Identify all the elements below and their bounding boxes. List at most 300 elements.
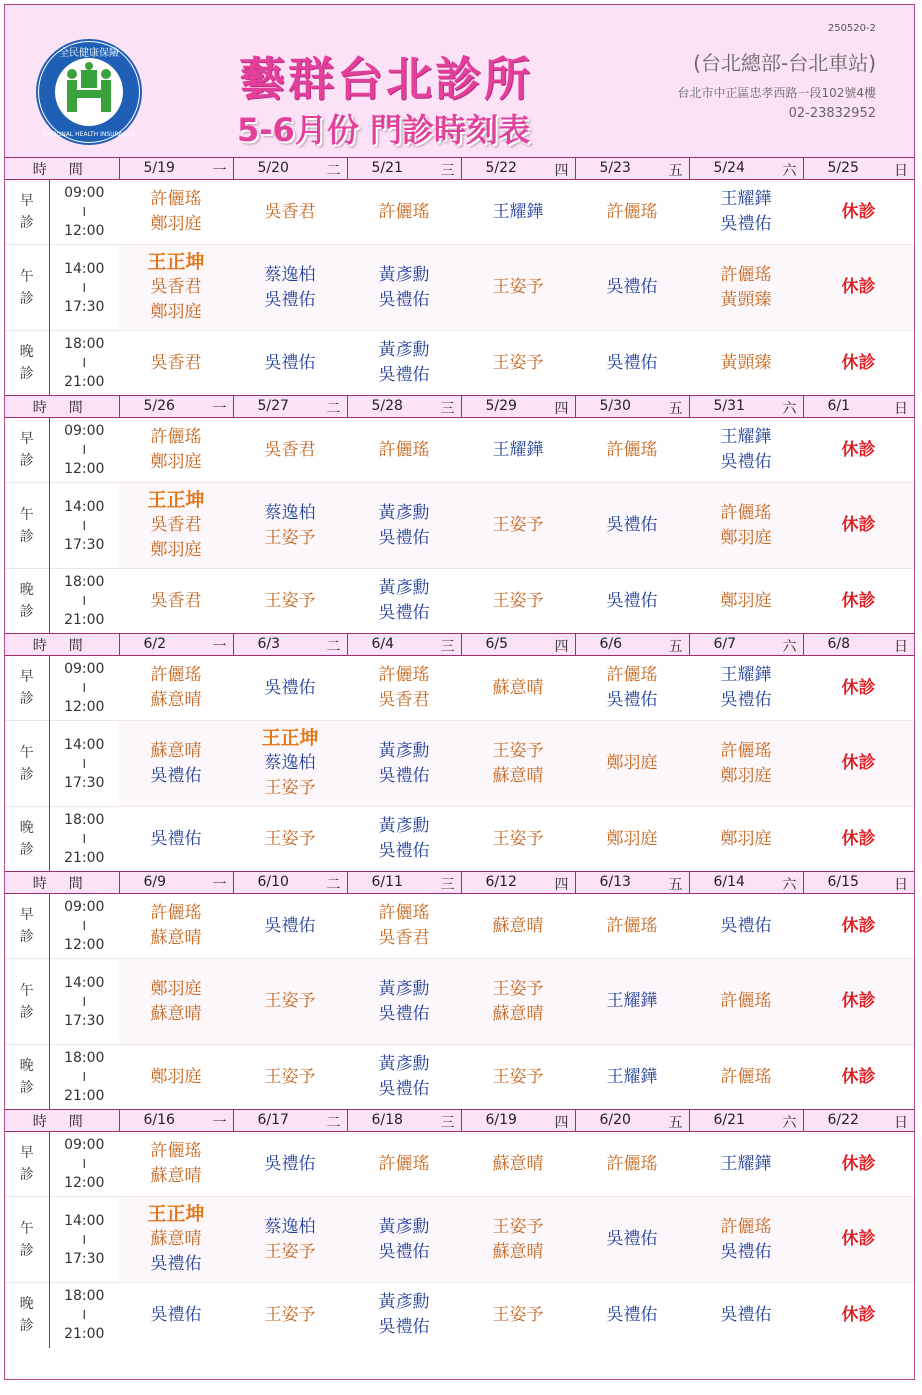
slot-time-end: 17:30 — [64, 774, 105, 791]
slot-time-start: 09:00 — [64, 185, 105, 201]
time-header: 時間 — [5, 872, 119, 894]
doctor-name: 王耀鏵 — [492, 439, 544, 460]
day-weekday: 二 — [326, 401, 341, 417]
closed-label: 休診 — [841, 277, 876, 297]
slot-time — [49, 180, 119, 245]
doctor-name: 許儷瑤 — [606, 1153, 658, 1174]
closed-label: 休診 — [841, 828, 876, 849]
day-date: 6/6 — [599, 636, 623, 652]
day-weekday: 日 — [894, 1115, 908, 1131]
slot-row — [5, 245, 914, 331]
doctor-cell — [119, 1283, 233, 1348]
day-weekday: 五 — [668, 401, 683, 417]
doctor-name: 王姿予 — [492, 515, 544, 535]
day-weekday: 六 — [782, 1115, 797, 1131]
doctor-name: 許儷瑤 — [720, 740, 772, 761]
branch-name: (台北總部-台北車站) — [693, 51, 876, 75]
slot-time-sep: I — [82, 832, 87, 846]
slot-name-char: 診 — [19, 1242, 34, 1259]
doctor-name: 鄭羽庭 — [720, 828, 772, 849]
doctor-cell — [119, 483, 233, 569]
doctor-name: 許儷瑤 — [378, 665, 430, 685]
slot-name-char: 診 — [19, 929, 34, 945]
day-weekday: 日 — [894, 639, 908, 655]
slot-name-char: 早 — [19, 907, 34, 923]
doctor-name: 吳香君 — [264, 439, 316, 460]
week-header-row — [5, 634, 914, 656]
doctor-name: 吳香君 — [150, 352, 202, 373]
doctor-name: 許儷瑤 — [606, 439, 658, 460]
day-header — [347, 158, 461, 180]
slot-time-sep: I — [82, 756, 87, 771]
day-header — [461, 396, 575, 418]
doctor-name: 鄭羽庭 — [150, 540, 202, 560]
day-date: 5/23 — [599, 160, 631, 176]
doctor-cell — [461, 1197, 575, 1283]
day-weekday: 六 — [782, 401, 797, 417]
slot-name — [5, 807, 49, 872]
slot-time-end: 12:00 — [64, 937, 105, 953]
doctor-name: 吳禮佑 — [720, 690, 772, 710]
day-date: 6/15 — [827, 874, 859, 890]
slot-time — [49, 807, 119, 872]
day-header — [347, 634, 461, 656]
doctor-cell — [461, 180, 575, 245]
doctor-cell — [461, 656, 575, 721]
doctor-name: 許儷瑤 — [378, 1153, 430, 1174]
slot-name-char: 午 — [19, 1220, 34, 1237]
slot-time-end: 21:00 — [64, 850, 105, 866]
slot-time-start: 18:00 — [64, 1288, 105, 1305]
doctor-cell — [689, 959, 803, 1045]
doctor-cell — [461, 807, 575, 872]
day-date: 5/31 — [713, 398, 745, 414]
doctor-name: 許儷瑤 — [150, 903, 202, 923]
doctor-cell — [119, 1197, 233, 1283]
doctor-cell — [803, 418, 914, 483]
doctor-name: 王姿予 — [492, 1066, 544, 1087]
day-header — [689, 1110, 803, 1132]
day-weekday: 三 — [440, 401, 455, 417]
document-code: 250520-2 — [827, 23, 876, 34]
slot-name-char: 診 — [19, 290, 34, 307]
slot-time-sep: I — [82, 518, 87, 533]
schedule-table — [5, 157, 914, 1348]
doctor-cell — [233, 656, 347, 721]
slot-name — [5, 180, 49, 245]
doctor-name: 鄭羽庭 — [720, 590, 772, 611]
day-date: 6/18 — [371, 1112, 403, 1128]
slot-name-char: 午 — [19, 506, 34, 523]
day-weekday: 二 — [326, 877, 341, 893]
doctor-cell — [803, 1197, 914, 1283]
doctor-name: 許儷瑤 — [720, 1216, 772, 1237]
doctor-cell — [689, 1197, 803, 1283]
doctor-name: 王姿予 — [492, 740, 544, 761]
doctor-name: 鄭羽庭 — [606, 828, 658, 849]
day-weekday: 日 — [894, 163, 908, 179]
doctor-cell — [689, 1132, 803, 1197]
doctor-cell — [461, 245, 575, 331]
doctor-name: 許儷瑤 — [606, 665, 658, 685]
doctor-name: 許儷瑤 — [378, 439, 430, 460]
doctor-cell — [803, 894, 914, 959]
doctor-cell — [347, 894, 461, 959]
slot-row — [5, 807, 914, 872]
doctor-name: 蘇意晴 — [492, 1003, 544, 1024]
slot-time — [49, 245, 119, 331]
doctor-cell — [347, 418, 461, 483]
doctor-name: 王正坤 — [261, 727, 319, 749]
day-weekday: 四 — [554, 1115, 569, 1131]
slot-row — [5, 959, 914, 1045]
doctor-name: 蘇意晴 — [150, 928, 202, 948]
doctor-name: 蘇意晴 — [150, 1003, 202, 1024]
day-header — [461, 1110, 575, 1132]
day-date: 6/3 — [257, 636, 281, 652]
slot-row — [5, 1283, 914, 1348]
day-date: 6/9 — [143, 874, 167, 890]
slot-time-start: 14:00 — [64, 498, 105, 515]
slot-time-sep: I — [82, 994, 87, 1009]
slot-name-char: 晚 — [19, 1296, 34, 1313]
doctor-name: 吳禮佑 — [264, 352, 316, 373]
doctor-name: 吳禮佑 — [264, 289, 316, 310]
doctor-name: 吳禮佑 — [720, 1241, 772, 1262]
closed-label: 休診 — [841, 439, 876, 460]
day-date: 5/30 — [599, 398, 631, 414]
doctor-name: 吳香君 — [150, 590, 202, 611]
doctor-name: 許儷瑤 — [720, 1066, 772, 1087]
time-header: 時間 — [5, 158, 119, 180]
day-header — [803, 158, 914, 180]
slot-time-start: 18:00 — [64, 336, 105, 352]
slot-name-char: 晚 — [19, 582, 34, 598]
doctor-cell — [461, 331, 575, 396]
doctor-name: 吳禮佑 — [378, 289, 430, 310]
doctor-cell — [575, 807, 689, 872]
doctor-cell — [689, 894, 803, 959]
doctor-cell — [233, 180, 347, 245]
slot-row — [5, 1045, 914, 1110]
doctor-cell — [233, 1197, 347, 1283]
doctor-name: 吳禮佑 — [606, 1304, 658, 1325]
doctor-cell — [689, 245, 803, 331]
slot-name-char: 診 — [19, 1318, 34, 1335]
doctor-cell — [803, 1045, 914, 1110]
day-weekday: 三 — [440, 877, 455, 893]
doctor-cell — [803, 807, 914, 872]
slot-row — [5, 656, 914, 721]
doctor-name: 蘇意晴 — [492, 915, 544, 936]
slot-time-end: 17:30 — [64, 536, 105, 553]
doctor-name: 吳禮佑 — [720, 452, 772, 472]
doctor-cell — [347, 331, 461, 396]
doctor-cell — [347, 656, 461, 721]
doctor-name: 蔡逸柏 — [264, 753, 316, 773]
closed-label: 休診 — [841, 590, 876, 611]
slot-time-start: 18:00 — [64, 812, 105, 828]
closed-label: 休診 — [841, 1153, 876, 1174]
doctor-cell — [689, 656, 803, 721]
doctor-name: 許儷瑤 — [720, 991, 772, 1011]
doctor-cell — [461, 721, 575, 807]
day-date: 6/2 — [143, 636, 167, 652]
slot-name-char: 診 — [19, 528, 34, 545]
doctor-cell — [233, 959, 347, 1045]
doctor-cell — [575, 418, 689, 483]
day-weekday: 日 — [894, 401, 908, 417]
slot-time-end: 17:30 — [64, 1012, 105, 1029]
slot-time — [49, 1132, 119, 1197]
doctor-cell — [689, 483, 803, 569]
doctor-cell — [803, 569, 914, 634]
slot-time — [49, 959, 119, 1045]
week-header-row — [5, 1110, 914, 1132]
slot-time — [49, 569, 119, 634]
doctor-cell — [575, 894, 689, 959]
day-weekday: 三 — [440, 163, 455, 179]
doctor-cell — [347, 569, 461, 634]
doctor-cell — [575, 656, 689, 721]
day-header — [119, 634, 233, 656]
doctor-name: 蘇意晴 — [150, 1229, 202, 1249]
slot-name-char: 診 — [19, 215, 34, 231]
day-header — [575, 872, 689, 894]
slot-time-sep: I — [82, 594, 87, 608]
day-weekday: 一 — [212, 877, 227, 893]
slot-name — [5, 1283, 49, 1348]
day-header — [803, 634, 914, 656]
day-weekday: 二 — [326, 639, 341, 655]
day-date: 5/20 — [257, 160, 289, 176]
slot-name-char: 晚 — [19, 1058, 34, 1074]
day-weekday: 五 — [668, 163, 683, 179]
doctor-name: 王姿予 — [264, 828, 316, 849]
doctor-cell — [461, 894, 575, 959]
doctor-cell — [119, 807, 233, 872]
slot-time-start: 14:00 — [64, 1212, 105, 1229]
svg-text:全民健康保險: 全民健康保險 — [59, 48, 119, 59]
doctor-name: 許儷瑤 — [150, 427, 202, 447]
doctor-name: 黃彥勳 — [378, 578, 430, 598]
slot-time-sep: I — [82, 681, 87, 695]
doctor-cell — [575, 1197, 689, 1283]
slot-row — [5, 569, 914, 634]
doctor-name: 吳禮佑 — [606, 352, 658, 373]
slot-row — [5, 180, 914, 245]
day-weekday: 三 — [440, 639, 455, 655]
doctor-name: 鄭羽庭 — [150, 978, 202, 999]
slot-time-sep: I — [82, 1157, 87, 1171]
slot-time — [49, 331, 119, 396]
day-header — [119, 396, 233, 418]
doctor-cell — [803, 1132, 914, 1197]
doctor-name: 王姿予 — [264, 778, 316, 798]
slot-name-char: 診 — [19, 691, 34, 707]
day-date: 6/10 — [257, 874, 289, 890]
doctor-name: 許儷瑤 — [378, 903, 430, 923]
slot-name-char: 診 — [19, 766, 34, 783]
day-header — [689, 158, 803, 180]
doctor-cell — [461, 418, 575, 483]
doctor-cell — [233, 569, 347, 634]
doctor-cell — [689, 721, 803, 807]
doctor-name: 黃彥勳 — [378, 816, 430, 836]
slot-name-char: 診 — [19, 1080, 34, 1096]
day-weekday: 五 — [668, 877, 683, 893]
doctor-name: 王姿予 — [264, 991, 316, 1011]
slot-time-start: 18:00 — [64, 1050, 105, 1066]
doctor-cell — [347, 483, 461, 569]
doctor-name: 吳禮佑 — [606, 590, 658, 611]
slot-name-char: 早 — [19, 669, 34, 685]
slot-time — [49, 483, 119, 569]
time-header: 時間 — [5, 396, 119, 418]
doctor-name: 吳禮佑 — [378, 1079, 430, 1099]
doctor-name: 鄭羽庭 — [150, 302, 202, 322]
doctor-cell — [347, 1283, 461, 1348]
day-weekday: 六 — [782, 639, 797, 655]
doctor-name: 吳禮佑 — [264, 1153, 316, 1174]
doctor-cell — [803, 721, 914, 807]
slot-name — [5, 1197, 49, 1283]
doctor-name: 許儷瑤 — [150, 189, 202, 209]
doctor-name: 黃彥勳 — [378, 1216, 430, 1237]
slot-time-end: 12:00 — [64, 223, 105, 239]
slot-name-char: 診 — [19, 453, 34, 469]
day-header — [689, 634, 803, 656]
doctor-cell — [347, 1197, 461, 1283]
doctor-name: 黃彥勳 — [378, 340, 430, 360]
closed-label: 休診 — [841, 1066, 876, 1087]
day-date: 5/26 — [143, 398, 175, 414]
doctor-name: 王姿予 — [492, 1216, 544, 1237]
doctor-name: 王耀鏵 — [720, 427, 772, 447]
closed-label: 休診 — [841, 352, 876, 373]
doctor-cell — [233, 1045, 347, 1110]
day-weekday: 六 — [782, 877, 797, 893]
day-date: 5/27 — [257, 398, 289, 414]
day-date: 5/24 — [713, 160, 745, 176]
doctor-name: 王姿予 — [264, 1304, 316, 1325]
slot-row — [5, 1132, 914, 1197]
day-header — [347, 872, 461, 894]
slot-time-start: 14:00 — [64, 974, 105, 991]
doctor-name: 黃彥勳 — [378, 978, 430, 999]
doctor-cell — [575, 959, 689, 1045]
doctor-cell — [347, 807, 461, 872]
doctor-name: 吳禮佑 — [378, 1241, 430, 1262]
doctor-name: 王姿予 — [264, 590, 316, 611]
doctor-name: 吳禮佑 — [606, 1229, 658, 1249]
week-header-row — [5, 872, 914, 894]
doctor-name: 吳禮佑 — [378, 527, 430, 548]
doctor-cell — [119, 656, 233, 721]
closed-label: 休診 — [841, 991, 876, 1011]
doctor-name: 吳禮佑 — [606, 277, 658, 297]
day-header — [233, 634, 347, 656]
day-weekday: 四 — [554, 877, 569, 893]
doctor-name: 吳香君 — [264, 201, 316, 222]
doctor-name: 鄭羽庭 — [150, 214, 202, 234]
closed-label: 休診 — [841, 1229, 876, 1249]
slot-time-sep: I — [82, 1070, 87, 1084]
day-header — [461, 872, 575, 894]
doctor-cell — [689, 331, 803, 396]
schedule-title: 5-6月份 門診時刻表 — [237, 111, 530, 149]
slot-name-char: 晚 — [19, 344, 34, 360]
day-weekday: 四 — [554, 401, 569, 417]
doctor-name: 王姿予 — [492, 590, 544, 611]
doctor-cell — [119, 331, 233, 396]
closed-label: 休診 — [841, 201, 876, 222]
doctor-cell — [689, 569, 803, 634]
day-weekday: 四 — [554, 639, 569, 655]
doctor-name: 王姿予 — [492, 828, 544, 849]
day-weekday: 三 — [440, 1115, 455, 1131]
doctor-cell — [803, 656, 914, 721]
day-header — [461, 158, 575, 180]
day-header — [233, 1110, 347, 1132]
day-date: 5/28 — [371, 398, 403, 414]
slot-time-start: 09:00 — [64, 423, 105, 439]
doctor-cell — [575, 721, 689, 807]
time-header: 時間 — [5, 634, 119, 656]
doctor-name: 吳禮佑 — [378, 1317, 430, 1338]
doctor-name: 王姿予 — [492, 1304, 544, 1325]
day-weekday: 一 — [212, 639, 227, 655]
doctor-name: 許儷瑤 — [606, 915, 658, 936]
day-weekday: 六 — [782, 163, 797, 179]
doctor-name: 吳禮佑 — [720, 915, 772, 936]
doctor-name: 許儷瑤 — [150, 1141, 202, 1161]
closed-label: 休診 — [841, 677, 876, 698]
doctor-name: 王姿予 — [492, 277, 544, 297]
doctor-cell — [347, 180, 461, 245]
doctor-name: 黃顗臻 — [720, 289, 772, 310]
slot-name-char: 診 — [19, 366, 34, 382]
day-header — [119, 1110, 233, 1132]
doctor-cell — [575, 483, 689, 569]
slot-time — [49, 894, 119, 959]
day-date: 6/11 — [371, 874, 403, 890]
doctor-name: 王姿予 — [492, 352, 544, 373]
doctor-name: 黃顗臻 — [720, 352, 772, 373]
doctor-cell — [119, 1045, 233, 1110]
day-header — [233, 872, 347, 894]
doctor-name: 王姿予 — [264, 527, 316, 548]
slot-name-char: 午 — [19, 744, 34, 761]
doctor-name: 吳禮佑 — [264, 915, 316, 936]
doctor-cell — [803, 483, 914, 569]
slot-time-start: 09:00 — [64, 899, 105, 915]
clinic-phone: 02-23832952 — [788, 106, 876, 121]
slot-time-sep: I — [82, 443, 87, 457]
doctor-name: 鄭羽庭 — [606, 753, 658, 773]
slot-name-char: 午 — [19, 268, 34, 285]
day-weekday: 一 — [212, 401, 227, 417]
closed-label: 休診 — [841, 515, 876, 535]
day-header — [575, 634, 689, 656]
slot-name-char: 診 — [19, 1167, 34, 1183]
doctor-name: 吳禮佑 — [150, 1304, 202, 1325]
slot-time — [49, 1045, 119, 1110]
doctor-cell — [461, 959, 575, 1045]
slot-name — [5, 569, 49, 634]
day-header — [803, 1110, 914, 1132]
slot-time-sep: I — [82, 356, 87, 370]
